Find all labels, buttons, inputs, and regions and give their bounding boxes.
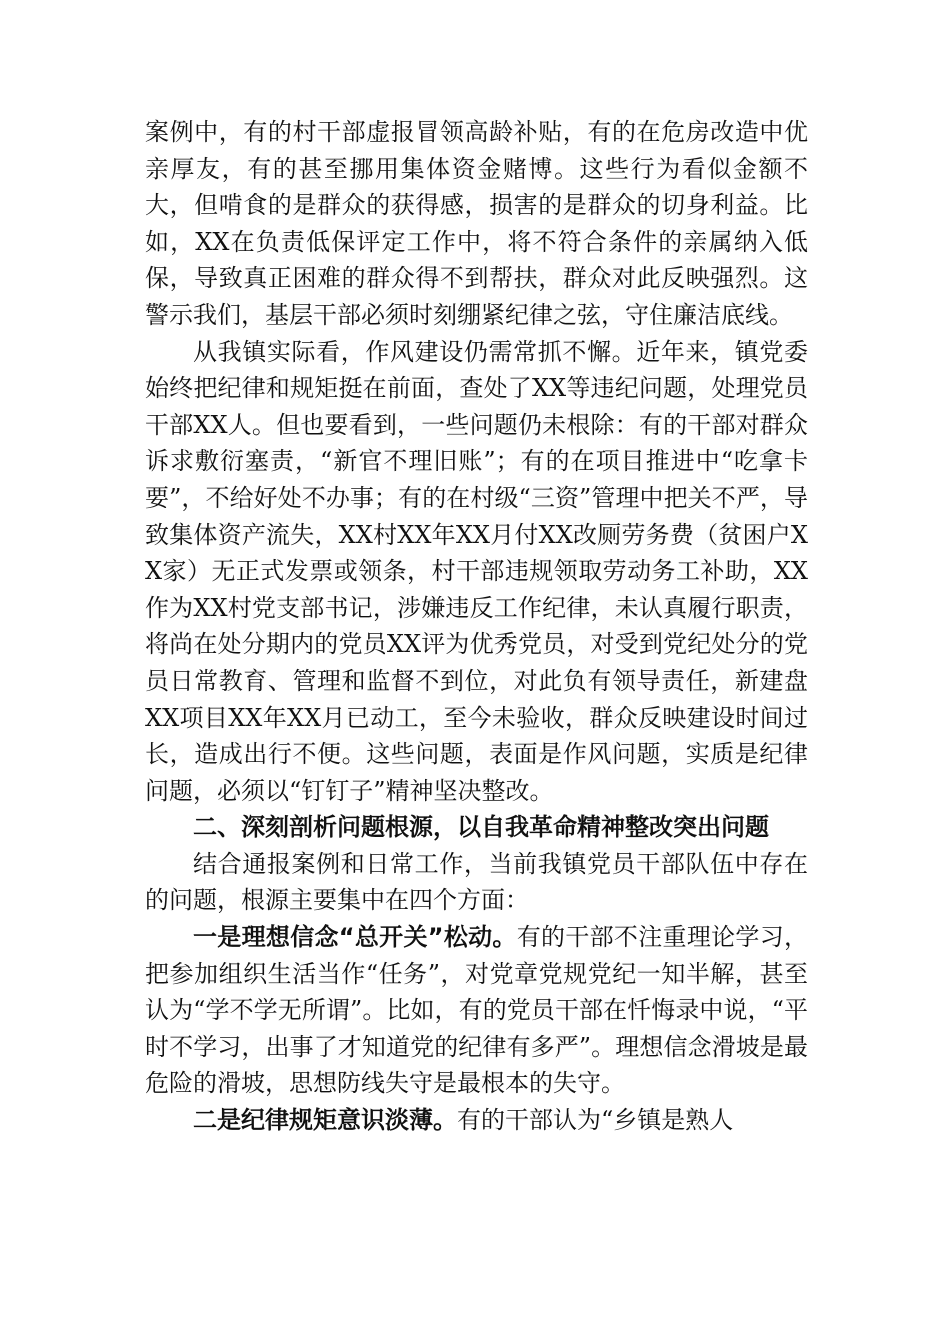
paragraph-text: 有的干部不注重理论学习，把参加组织生活当作“任务”，对党章党规党纪一知半解，甚至认为“学不学无所谓”。比如，有的党员干部在忏悔录中说，“平时不学习，出事了才知道党的纪律有多严”。理想信念滑坡是最危险的滑坡，思想防线失守是最根本的失守。 xyxy=(145,923,809,1098)
section-heading xyxy=(145,809,808,846)
paragraph-cause-two xyxy=(145,1102,808,1139)
paragraph-lead: 一是理想信念“总开关”松动。 xyxy=(193,923,517,952)
document-page xyxy=(145,114,808,1139)
paragraph-text: 结合通报案例和日常工作，当前我镇党员干部队伍中存在的问题，根源主要集中在四个方面： xyxy=(145,849,808,915)
paragraph-cause-one xyxy=(145,919,808,1102)
paragraph-town-situation xyxy=(145,334,808,810)
section-heading-text: 二、深刻剖析问题根源，以自我革命精神整改突出问题 xyxy=(193,813,769,842)
paragraph-text: 案例中，有的村干部虚报冒领高龄补贴，有的在危房改造中优亲厚友，有的甚至挪用集体资金赌博。这些行为看似金额不大，但啃食的是群众的获得感，损害的是群众的切身利益。比如，XX在负责低保评定工作中，将不符合条件的亲属纳入低保，导致真正困难的群众得不到帮扶，群众对此反映强烈。这警示我们，基层干部必须时刻绷紧纪律之弦，守住廉洁底线。 xyxy=(145,118,808,329)
paragraph-lead: 二是纪律规矩意识淡薄。 xyxy=(193,1106,457,1135)
paragraph-root-causes-intro xyxy=(145,846,808,919)
paragraph-case-examples xyxy=(145,114,808,334)
paragraph-text: 有的干部认为“乡镇是熟人 xyxy=(457,1106,734,1135)
paragraph-text: 从我镇实际看，作风建设仍需常抓不懈。近年来，镇党委始终把纪律和规矩挺在前面，查处了XX等违纪问题，处理党员干部XX人。但也要看到，一些问题仍未根除：有的干部对群众诉求敷衍塞责，“新官不理旧账”；有的在项目推进中“吃拿卡要”，不给好处不办事；有的在村级“三资”管理中把关不严，导致集体资产流失，XX村XX年XX月付XX改厕劳务费（贫困户XX家）无正式发票或领条，村干部违规领取劳动务工补助，XX作为XX村党支部书记，涉嫌违反工作纪律，未认真履行职责，将尚在处分期内的党员XX评为优秀党员，对受到党纪处分的党员日常教育、管理和监督不到位，对此负有领导责任，新建盘XX项目XX年XX月已动工，至今未验收，群众反映建设时间过长，造成出行不便。这些问题，表面是作风问题，实质是纪律问题，必须以“钉钉子”精神坚决整改。 xyxy=(145,337,808,805)
